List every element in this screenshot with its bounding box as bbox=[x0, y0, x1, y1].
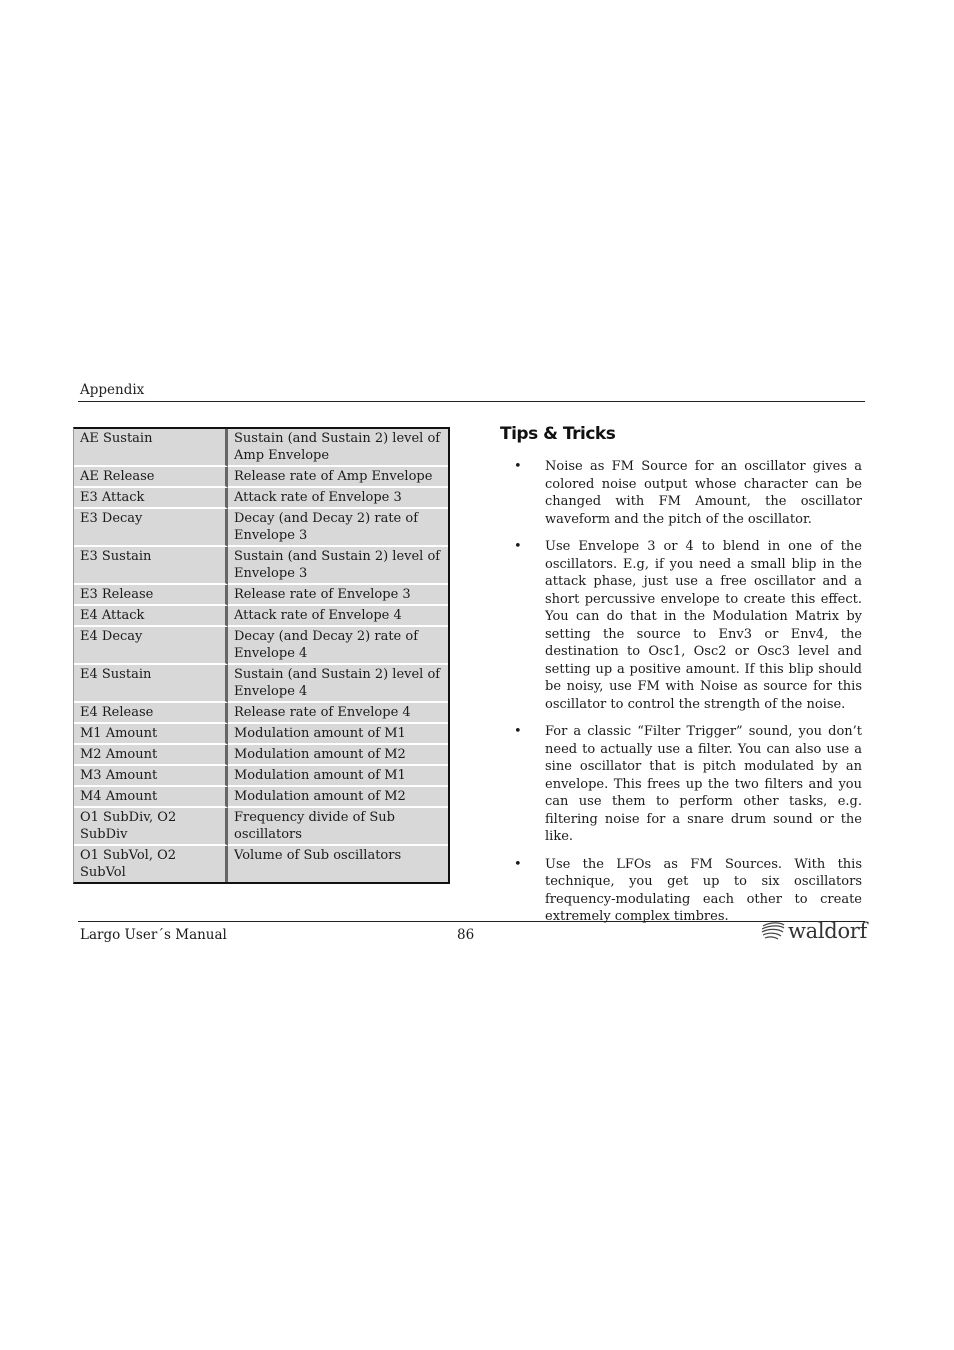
table-row bbox=[74, 766, 448, 787]
list-item bbox=[514, 723, 864, 846]
header-divider bbox=[78, 401, 865, 402]
tips-heading: Tips & Tricks bbox=[500, 424, 616, 444]
parameter-description: Volume of Sub oscillators bbox=[228, 846, 448, 882]
parameter-description: Modulation amount of M2 bbox=[228, 787, 448, 808]
parameter-name: M4 Amount bbox=[74, 787, 228, 808]
parameter-name: E3 Release bbox=[74, 585, 228, 606]
parameter-name: E3 Decay bbox=[74, 509, 228, 547]
parameter-description: Frequency divide of Sub oscillators bbox=[228, 808, 448, 846]
parameter-name: E4 Attack bbox=[74, 606, 228, 627]
table-row bbox=[74, 547, 448, 585]
parameter-description: Release rate of Envelope 3 bbox=[228, 585, 448, 606]
parameter-description: Decay (and Decay 2) rate of Envelope 3 bbox=[228, 509, 448, 547]
bullet: • bbox=[514, 856, 522, 872]
parameter-name: E3 Sustain bbox=[74, 547, 228, 585]
parameter-name: O1 SubDiv, O2 SubDiv bbox=[74, 808, 228, 846]
brand-name: waldorf bbox=[788, 919, 868, 943]
list-item bbox=[514, 856, 864, 926]
table-row bbox=[74, 665, 448, 703]
tip-text: For a classic “Filter Trigger” sound, you don’t need to actually use a filter. You can also use a sine oscillator that is pitch modulated by an envelope. This frees up the two filters and you can use them to perform other tasks, e.g. filtering noise for a snare drum sound or the like. bbox=[545, 724, 862, 844]
parameter-description: Release rate of Amp Envelope bbox=[228, 467, 448, 488]
parameter-description: Attack rate of Envelope 3 bbox=[228, 488, 448, 509]
parameter-name: E3 Attack bbox=[74, 488, 228, 509]
parameter-description: Modulation amount of M1 bbox=[228, 724, 448, 745]
parameter-name: O1 SubVol, O2 SubVol bbox=[74, 846, 228, 882]
table-row bbox=[74, 467, 448, 488]
parameters-table bbox=[73, 427, 450, 884]
manual-title: Largo User´s Manual bbox=[80, 927, 227, 943]
table-row bbox=[74, 585, 448, 606]
list-item bbox=[514, 538, 864, 713]
parameter-description: Modulation amount of M1 bbox=[228, 766, 448, 787]
section-header: Appendix bbox=[80, 382, 145, 398]
table-row bbox=[74, 429, 448, 467]
table-row bbox=[74, 606, 448, 627]
table-row bbox=[74, 808, 448, 846]
parameter-description: Sustain (and Sustain 2) level of Envelope 4 bbox=[228, 665, 448, 703]
table-row bbox=[74, 846, 448, 882]
parameter-name: M2 Amount bbox=[74, 745, 228, 766]
parameter-name: E4 Decay bbox=[74, 627, 228, 665]
table-row bbox=[74, 509, 448, 547]
parameter-name: AE Release bbox=[74, 467, 228, 488]
tip-text: Noise as FM Source for an oscillator gives a colored noise output whose character can be changed with FM Amount, the oscillator waveform and the pitch of the oscillator. bbox=[545, 459, 862, 527]
parameter-description: Release rate of Envelope 4 bbox=[228, 703, 448, 724]
table-row bbox=[74, 488, 448, 509]
bullet: • bbox=[514, 539, 522, 554]
parameter-description: Modulation amount of M2 bbox=[228, 745, 448, 766]
page-number: 86 bbox=[457, 927, 475, 943]
table-row bbox=[74, 703, 448, 724]
parameter-description: Attack rate of Envelope 4 bbox=[228, 606, 448, 627]
parameter-name: M1 Amount bbox=[74, 724, 228, 745]
parameter-name: E4 Sustain bbox=[74, 665, 228, 703]
footer-divider bbox=[78, 921, 865, 922]
swirl-icon bbox=[760, 920, 786, 942]
list-item bbox=[514, 458, 864, 528]
parameter-description: Decay (and Decay 2) rate of Envelope 4 bbox=[228, 627, 448, 665]
tips-list bbox=[514, 458, 864, 936]
table-row bbox=[74, 787, 448, 808]
waldorf-logo bbox=[760, 919, 867, 943]
table-row bbox=[74, 724, 448, 745]
tip-text: Use the LFOs as FM Sources. With this technique, you get up to six oscillators frequency-modulating each other to create extremely complex timbres. bbox=[545, 856, 862, 924]
parameter-name: AE Sustain bbox=[74, 429, 228, 467]
table-row bbox=[74, 627, 448, 665]
parameter-name: E4 Release bbox=[74, 703, 228, 724]
parameter-description: Sustain (and Sustain 2) level of Amp Envelope bbox=[228, 429, 448, 467]
tip-text: Use Envelope 3 or 4 to blend in one of the oscillators. E.g, if you need a small blip in the attack phase, just use a free oscillator and a short percussive envelope to create this effect. You can do that in the Modulation Matrix by setting the source to Env3 or Env4, the destination to Osc1, Osc2 or Osc3 level and setting up a positive amount. If this blip should be noisy, use FM with Noise as source for this oscillator to control the strength of the noise. bbox=[545, 539, 862, 712]
bullet: • bbox=[514, 459, 522, 474]
parameter-name: M3 Amount bbox=[74, 766, 228, 787]
parameter-description: Sustain (and Sustain 2) level of Envelope 3 bbox=[228, 547, 448, 585]
bullet: • bbox=[514, 724, 522, 739]
table-row bbox=[74, 745, 448, 766]
